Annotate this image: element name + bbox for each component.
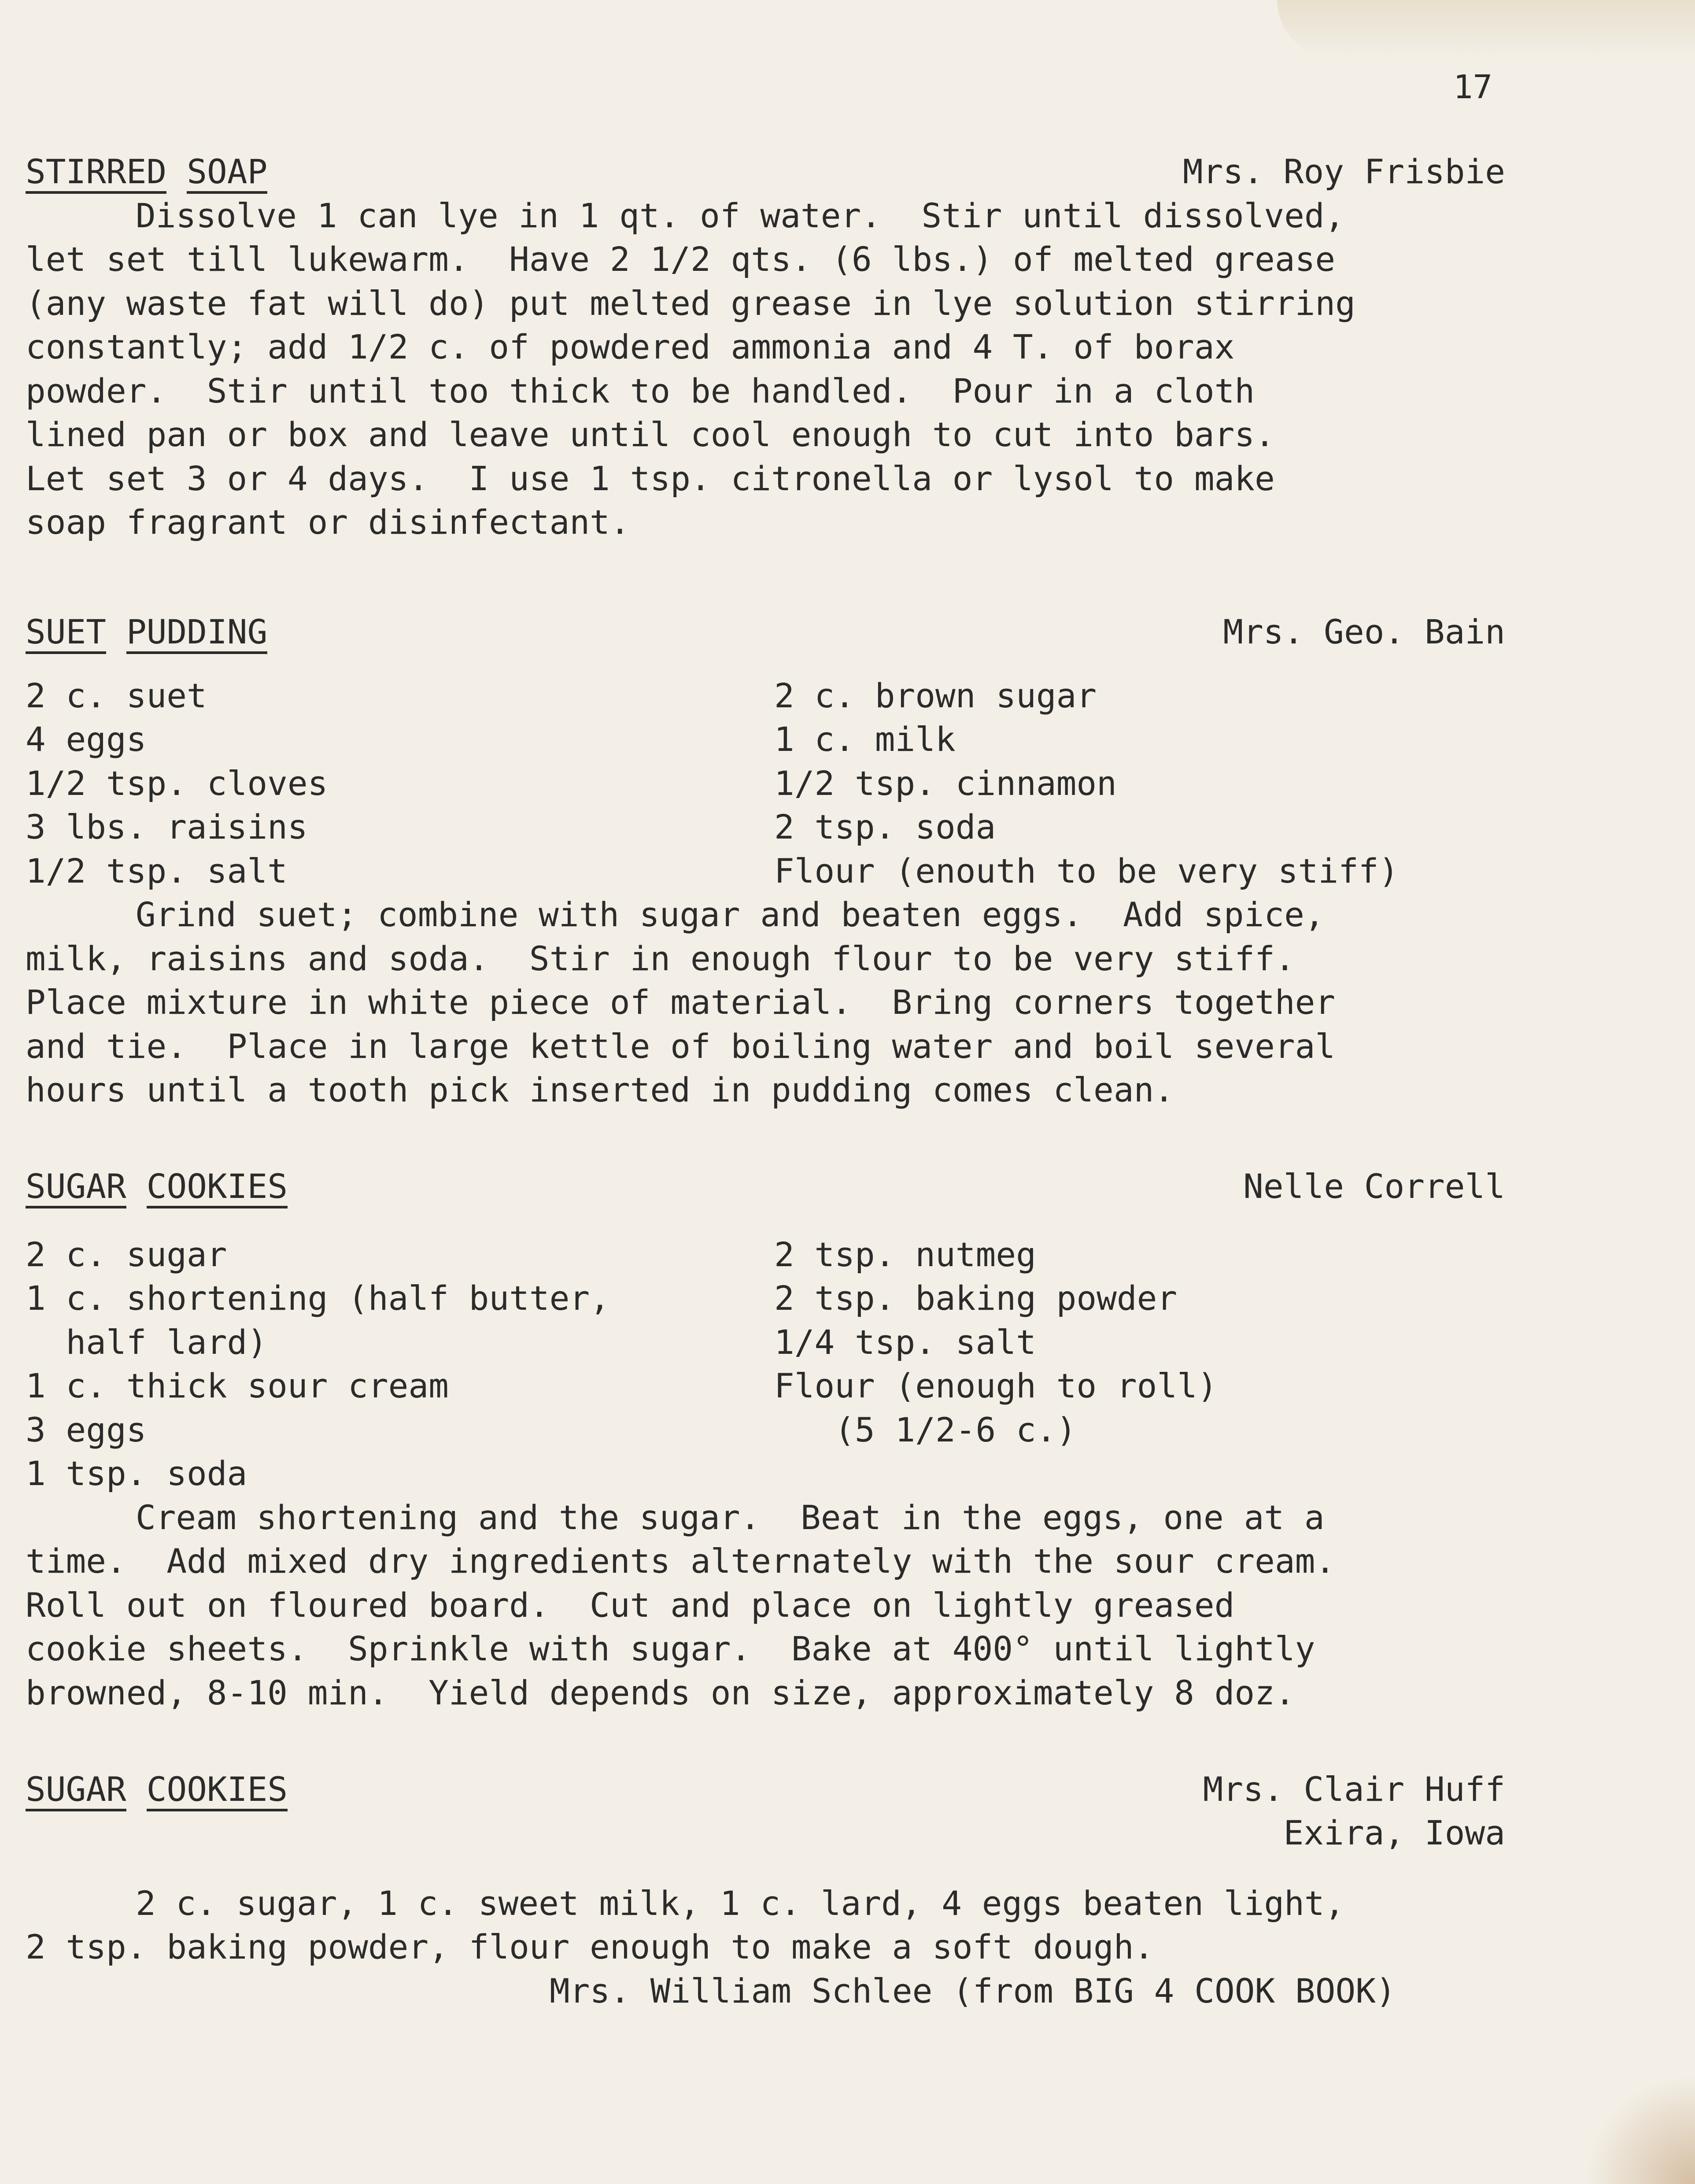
recipe-title-word: SOAP: [187, 154, 267, 194]
instruction-line: Roll out on floured board. Cut and place on lightly greased: [26, 1585, 1235, 1625]
ingredient-item: 2 c. suet: [26, 676, 207, 715]
ingredient-item: 3 eggs: [26, 1410, 147, 1449]
instruction-line: (any waste fat will do) put melted grease in lye solution stirring: [26, 283, 1355, 323]
ingredient-item: 1/2 tsp. cloves: [26, 763, 328, 803]
paper-stain-top: [1277, 0, 1695, 57]
recipe-header: [26, 1164, 1505, 1208]
instruction-line: Cream shortening and the sugar. Beat in the eggs, one at a: [136, 1497, 1325, 1537]
recipe-author: Nelle Correll: [1243, 1167, 1505, 1206]
instruction-line: milk, raisins and soda. Stir in enough flour to be very stiff.: [26, 939, 1295, 978]
recipe-header: [26, 150, 1505, 194]
ingredient-item: 1 c. shortening (half butter,: [26, 1279, 610, 1318]
instruction-line: and tie. Place in large kettle of boiling water and boil several: [26, 1026, 1336, 1066]
recipe-title: [26, 1769, 288, 1811]
ingredient-item: 3 lbs. raisins: [26, 807, 308, 846]
page-number: 17: [1453, 68, 1493, 106]
ingredient-item: 1/4 tsp. salt: [774, 1322, 1036, 1362]
recipe-title-word: STIRRED: [26, 154, 166, 194]
recipe-title: [26, 614, 267, 654]
recipe-author: Mrs. Geo. Bain: [1223, 612, 1505, 651]
recipe-sugar-cookies-correll: [26, 1164, 1505, 1715]
instruction-line: hours until a tooth pick inserted in pudding comes clean.: [26, 1070, 1174, 1109]
instruction-line: lined pan or box and leave until cool enough to cut into bars.: [26, 415, 1275, 454]
ingredient-list: [26, 1233, 1505, 1496]
ingredient-item: half lard): [26, 1322, 268, 1362]
instruction-line: Place mixture in white piece of material. Bring corners together: [26, 983, 1336, 1022]
ingredient-column-left: [26, 1233, 774, 1496]
recipe-title-word: COOKIES: [147, 1169, 288, 1208]
instruction-line: Grind suet; combine with sugar and beaten eggs. Add spice,: [136, 895, 1325, 934]
recipe-title-word: SUET: [26, 614, 106, 654]
recipe-stirred-soap: [26, 150, 1505, 544]
recipe-author-location: Exira, Iowa: [1283, 1813, 1505, 1852]
instruction-line: constantly; add 1/2 c. of powdered ammonia and 4 T. of borax: [26, 327, 1235, 366]
ingredient-item: 1/2 tsp. cinnamon: [774, 763, 1117, 803]
instruction-line: browned, 8-10 min. Yield depends on size, approximately 8 doz.: [26, 1673, 1295, 1712]
ingredient-column-left: [26, 674, 774, 893]
instruction-line: powder. Stir until too thick to be handled. Pour in a cloth: [26, 371, 1255, 410]
instruction-line: cookie sheets. Sprinkle with sugar. Bake at 400° until lightly: [26, 1629, 1315, 1668]
recipe-title-word: COOKIES: [147, 1772, 288, 1811]
instruction-line: soap fragrant or disinfectant.: [26, 503, 630, 542]
instruction-line: Let set 3 or 4 days. I use 1 tsp. citronella or lysol to make: [26, 458, 1275, 498]
instruction-line: let set till lukewarm. Have 2 1/2 qts. (6 lbs.) of melted grease: [26, 240, 1336, 279]
paper-stain-bottom: [1581, 2078, 1695, 2184]
page-content: [26, 150, 1505, 2013]
ingredient-item: 2 c. sugar: [26, 1234, 227, 1274]
ingredient-column-right: [774, 1233, 1505, 1496]
recipe-title: [26, 154, 267, 194]
instruction-line: 2 tsp. baking powder, flour enough to make a soft dough.: [26, 1927, 1154, 1966]
recipe-credit: Mrs. William Schlee (from BIG 4 COOK BOOK): [550, 1971, 1396, 2010]
ingredient-item: 1 tsp. soda: [26, 1454, 247, 1493]
ingredient-item: Flour (enough to roll): [774, 1366, 1218, 1405]
ingredient-list: [26, 674, 1505, 893]
recipe-author: Mrs. Clair Huff: [1203, 1769, 1505, 1809]
ingredient-item: 1 c. thick sour cream: [26, 1366, 449, 1405]
ingredient-item: 1 c. milk: [774, 720, 956, 759]
ingredient-item: Flour (enouth to be very stiff): [774, 851, 1399, 891]
recipe-sugar-cookies-huff: [26, 1767, 1505, 2013]
recipe-suet-pudding: [26, 610, 1505, 1112]
recipe-title-word: SUGAR: [26, 1169, 126, 1208]
recipe-title-word: SUGAR: [26, 1772, 126, 1811]
recipe-author: Mrs. Roy Frisbie: [1182, 152, 1505, 191]
ingredient-item: 4 eggs: [26, 720, 147, 759]
instruction-line: 2 c. sugar, 1 c. sweet milk, 1 c. lard, 4 eggs beaten light,: [136, 1883, 1345, 1923]
ingredient-item: (5 1/2-6 c.): [774, 1410, 1077, 1449]
instruction-line: Dissolve 1 can lye in 1 qt. of water. Stir until dissolved,: [136, 196, 1345, 235]
ingredient-item: 2 tsp. baking powder: [774, 1279, 1178, 1318]
ingredient-item: 2 c. brown sugar: [774, 676, 1097, 715]
ingredient-item: 2 tsp. nutmeg: [774, 1234, 1036, 1274]
ingredient-column-right: [774, 674, 1505, 893]
recipe-header: [26, 610, 1505, 654]
recipe-header: [26, 1767, 1505, 1811]
ingredient-item: 2 tsp. soda: [774, 807, 996, 846]
instruction-line: time. Add mixed dry ingredients alternately with the sour cream.: [26, 1541, 1336, 1581]
recipe-title: [26, 1169, 288, 1208]
ingredient-item: 1/2 tsp. salt: [26, 851, 288, 891]
recipe-title-word: PUDDING: [126, 614, 267, 654]
